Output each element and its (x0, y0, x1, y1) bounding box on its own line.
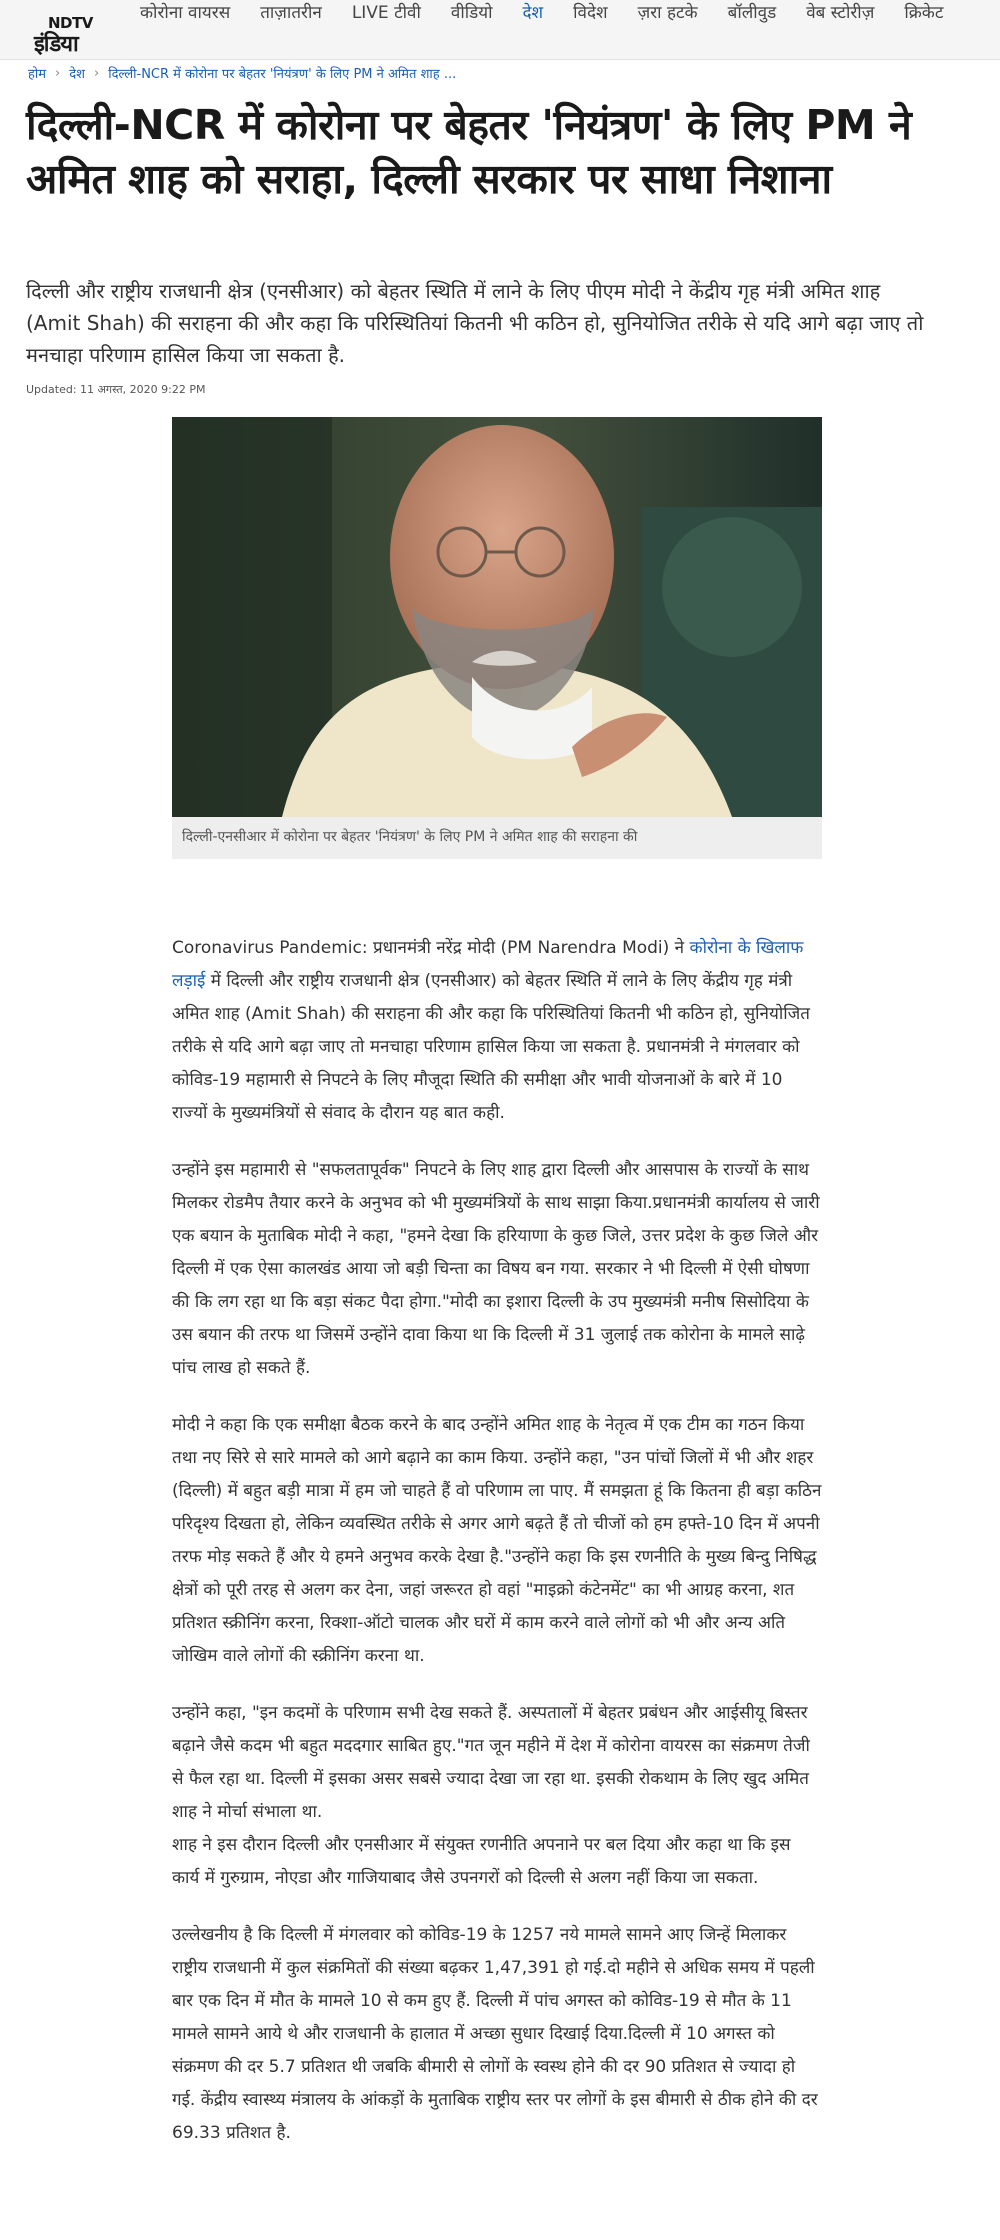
nav-item-video[interactable]: वीडियो (450, 3, 493, 23)
chevron-right-icon: › (55, 65, 61, 81)
main-nav (140, 0, 973, 28)
breadcrumb-home[interactable]: होम (28, 67, 47, 82)
article-paragraph (172, 932, 822, 1130)
article-paragraph: मोदी ने कहा कि एक समीक्षा बैठक करने के बाद उन्होंने अमित शाह के नेतृत्व में एक टीम का गठन किया तथा नए सिरे से सारे मामले को आगे बढ़ाने का काम किया. उन्होंने कहा, "उन पांचों जिलों में भी और शहर (दिल्ली) में बहुत बड़ी मात्रा में हम जो चाहते हैं वो परिणाम ला पाए. मैं समझता हूं कि कितना ही बड़ा कठिन परिदृश्य दिखता हो, लेकिन व्यवस्थित तरीके से अगर आगे बढ़ते हैं तो चीजों को हम हफ्ते-10 दिन में अपनी तरफ मोड़ सकते हैं और ये हमने अनुभव करके देखा है."उन्होंने कहा कि इस रणनीति के मुख्य बिन्दु निषिद्ध क्षेत्रों को पूरी तरह से अलग कर देना, जहां जरूरत हो वहां "माइक्रो कंटेनमेंट" का भी आग्रह करना, शत प्रतिशत स्क्रीनिंग करना, रिक्शा-ऑटो चालक और घरों में काम करने वाले लोगों को भी और अन्य अति जोखिम वाले लोगों की स्क्रीनिंग करना था. (172, 1415, 822, 1666)
nav-item-latest[interactable]: ताज़ातरीन (260, 3, 322, 23)
paragraph-text: में दिल्ली और राष्ट्रीय राजधानी क्षेत्र (एनसीआर) को बेहतर स्थिति में लाने के लिए केंद्रीय गृह मंत्री अमित शाह (Amit Shah) की सराहना की और कहा कि परिस्थितियां कितनी भी कठिन हो, सुनियोजित तरीके से यदि आगे बढ़ा जाए तो मनचाहा परिणाम हासिल किया जा सकता है. प्रधानमंत्री ने मंगलवार को कोविड-19 महामारी से निपटने के लिए मौजूदा स्थिति की समीक्षा और भावी योजनाओं के बारे में 10 राज्यों के मुख्यमंत्रियों से संवाद के दौरान यह बात कही. (172, 971, 810, 1123)
paragraph-text: उन्होंने कहा, "इन कदमों के परिणाम सभी देख सकते हैं. अस्पतालों में बेहतर प्रबंधन और आईसीयू बिस्तर बढ़ाने जैसे कदम भी बहुत मददगार साबित हुए."गत जून महीने में देश में कोरोना वायरस का संक्रमण तेजी से फैल रहा था. दिल्ली में इसका असर सबसे ज्यादा देखा जा रहा था. इसकी रोकथाम के लिए खुद अमित शाह ने मोर्चा संभाला था. (172, 1703, 810, 1822)
logo-ndtv-text: NDTV (48, 14, 93, 32)
nav-item-offbeat[interactable]: ज़रा हटके (637, 3, 698, 23)
article-paragraph (172, 1697, 822, 1895)
breadcrumb-current[interactable]: दिल्ली-NCR में कोरोना पर बेहतर 'नियंत्रण' के लिए PM ने अमित शाह ... (108, 67, 457, 82)
image-caption-box (172, 817, 822, 859)
breadcrumb (28, 62, 456, 84)
chevron-right-icon: › (94, 65, 100, 81)
article-headline: दिल्ली-NCR में कोरोना पर बेहतर 'नियंत्रण' के लिए PM ने अमित शाह को सराहा, दिल्ली सरकार पर साधा निशाना (26, 101, 912, 203)
nav-item-world[interactable]: विदेश (573, 3, 608, 23)
nav-item-cricket[interactable]: क्रिकेट (904, 3, 944, 23)
nav-item-live-tv[interactable]: LIVE टीवी (351, 3, 421, 23)
article-hero-image (172, 417, 822, 817)
image-caption: दिल्ली-एनसीआर में कोरोना पर बेहतर 'नियंत्रण' के लिए PM ने अमित शाह की सराहना की (182, 829, 638, 845)
top-navigation-bar (0, 0, 1000, 60)
site-logo[interactable] (34, 14, 108, 57)
portrait-illustration (172, 417, 822, 817)
updated-timestamp: Updated: 11 अगस्त, 2020 9:22 PM (26, 383, 206, 396)
article-body (172, 932, 822, 2174)
nav-item-india[interactable]: देश (522, 3, 544, 23)
article-paragraph: उल्लेखनीय है कि दिल्ली में मंगलवार को कोविड-19 के 1257 नये मामले सामने आए जिन्हें मिलाकर राष्ट्रीय राजधानी में कुल संक्रमितों की संख्या बढ़कर 1,47,391 हो गई.दो महीने से अधिक समय में पहली बार एक दिन में मौत के मामले 10 से कम हुए हैं. दिल्ली में पांच अगस्त को कोविड-19 से मौत के 11 मामले सामने आये थे और राजधानी के हालात में अच्छा सुधार दिखाई दिया.दिल्ली में 10 अगस्त को संक्रमण की दर 5.7 प्रतिशत थी जबकि बीमारी से लोगों के स्वस्थ होने की दर 90 प्रतिशत से ज्यादा हो गई. केंद्रीय स्वास्थ्य मंत्रालय के आंकड़ों के मुताबिक राष्ट्रीय स्तर पर लोगों के इस बीमारी से ठीक होने की दर 69.33 प्रतिशत है. (172, 1925, 818, 2143)
article-paragraph: उन्होंने इस महामारी से "सफलतापूर्वक" निपटने के लिए शाह द्वारा दिल्ली और आसपास के राज्यों के साथ मिलकर रोडमैप तैयार करने के अनुभव को भी मुख्यमंत्रियों के साथ साझा किया.प्रधानमंत्री कार्यालय से जारी एक बयान के मुताबिक मोदी ने कहा, "हमने देखा कि हरियाणा के कुछ जिले, उत्तर प्रदेश के कुछ जिले और दिल्ली में एक ऐसा कालखंड आया जो बड़ी चिन्ता का विषय बन गया. सरकार ने भी दिल्ली में ऐसी घोषणा की कि लग रहा था कि बड़ा संकट पैदा होगा."मोदी का इशारा दिल्ली के उप मुख्यमंत्री मनीष सिसोदिया के उस बयान की तरफ था जिसमें उन्होंने दावा किया था कि दिल्ली में 31 जुलाई तक कोरोना के मामले साढ़े पांच लाख हो सकते हैं. (172, 1160, 820, 1378)
article-summary: दिल्ली और राष्ट्रीय राजधानी क्षेत्र (एनसीआर) को बेहतर स्थिति में लाने के लिए पीएम मोदी ने केंद्रीय गृह मंत्री अमित शाह (Amit Shah) की सराहना की और कहा कि परिस्थितियां कितनी भी कठिन हो, सुनियोजित तरीके से यदि आगे बढ़ा जाए तो मनचाहा परिणाम हासिल किया जा सकता है. (26, 279, 924, 367)
logo-india-text: इंडिया (34, 32, 78, 57)
inline-link[interactable]: कोरोना के खिलाफ लड़ाई (172, 938, 804, 991)
nav-item-coronavirus[interactable]: कोरोना वायरस (140, 3, 231, 23)
paragraph-text: शाह ने इस दौरान दिल्ली और एनसीआर में संयुक्त रणनीति अपनाने पर बल दिया और कहा था कि इस कार्य में गुरुग्राम, नोएडा और गाजियाबाद जैसे उपनगरों को दिल्ली से अलग नहीं किया जा सकता. (172, 1835, 791, 1888)
paragraph-text: Coronavirus Pandemic: प्रधानमंत्री नरेंद्र मोदी (PM Narendra Modi) ने (172, 938, 690, 958)
breadcrumb-section[interactable]: देश (69, 67, 85, 82)
nav-item-bollywood[interactable]: बॉलीवुड (727, 3, 777, 23)
nav-item-web-stories[interactable]: वेब स्टोरीज़ (806, 3, 875, 23)
